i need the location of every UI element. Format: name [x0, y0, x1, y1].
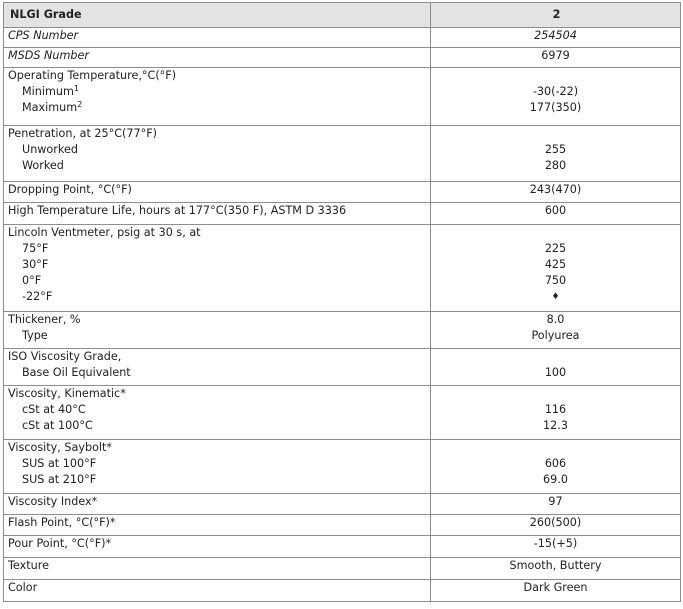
- lincoln-75f-label: 75°F: [22, 242, 49, 255]
- table-row: [4, 580, 681, 602]
- nlgi-grade-value: 2: [431, 3, 681, 28]
- worked-label: Worked: [22, 159, 64, 172]
- sus-100f-value: 606: [544, 457, 567, 470]
- table-row: [4, 386, 681, 440]
- lincoln-75f-value: 225: [544, 242, 567, 255]
- table-row: [4, 126, 681, 182]
- dropping-point-label: Dropping Point, °C(°F): [4, 182, 431, 203]
- thickener-label: Thickener, %: [8, 313, 81, 326]
- saybolt-viscosity-label: Viscosity, Saybolt*: [8, 441, 113, 454]
- lincoln-ventmeter-label: Lincoln Ventmeter, psig at 30 s, at: [8, 226, 201, 239]
- penetration-label: Penetration, at 25°C(77°F): [8, 127, 158, 140]
- kinematic-viscosity-label: Viscosity, Kinematic*: [8, 387, 126, 400]
- thickener-type-label: Type: [22, 329, 48, 342]
- lincoln-30f-label: 30°F: [22, 258, 49, 271]
- cst-40c-label: cSt at 40°C: [22, 403, 86, 416]
- cst-100c-label: cSt at 100°C: [22, 419, 93, 432]
- texture-value: Smooth, Buttery: [431, 558, 681, 580]
- minimum-label: Minimum: [22, 85, 74, 98]
- viscosity-index-value: 97: [431, 494, 681, 515]
- unworked-label: Unworked: [22, 143, 78, 156]
- operating-temperature-label: Operating Temperature,°C(°F): [8, 69, 177, 82]
- sus-210f-value: 69.0: [543, 473, 568, 486]
- table-row: [4, 28, 681, 48]
- table-row: [4, 68, 681, 126]
- table-row: [4, 494, 681, 515]
- dropping-point-value: 243(470): [431, 182, 681, 203]
- cst-40c-value: 116: [544, 403, 567, 416]
- lincoln-0f-value: 750: [544, 274, 567, 287]
- table-row: [4, 312, 681, 349]
- nlgi-grade-label: NLGI Grade: [4, 3, 431, 28]
- unworked-value: 255: [544, 143, 567, 156]
- table-row: [4, 48, 681, 68]
- worked-value: 280: [544, 159, 567, 172]
- table-row: [4, 349, 681, 386]
- maximum-label: Maximum: [22, 101, 78, 114]
- pour-point-value: -15(+5): [431, 536, 681, 558]
- high-temperature-life-label: High Temperature Life, hours at 177°C(350 F), ASTM D 3336: [4, 203, 431, 225]
- iso-viscosity-grade-label: ISO Viscosity Grade,: [8, 350, 122, 363]
- table-row: [4, 536, 681, 558]
- table-row: [4, 225, 681, 312]
- table-row: [4, 558, 681, 580]
- color-value: Dark Green: [431, 580, 681, 602]
- lincoln-minus22f-label: -22°F: [22, 290, 53, 303]
- viscosity-index-label: Viscosity Index*: [4, 494, 431, 515]
- base-oil-equivalent-label: Base Oil Equivalent: [22, 366, 131, 379]
- thickener-type-value: Polyurea: [531, 329, 580, 342]
- lincoln-minus22f-value: ♦: [551, 292, 560, 302]
- maximum-footnote: 2: [77, 100, 83, 109]
- msds-number-value: 6979: [431, 48, 681, 68]
- product-spec-table: [3, 2, 681, 602]
- header-row: [4, 3, 681, 28]
- table-row: [4, 515, 681, 536]
- table-row: [4, 440, 681, 494]
- high-temperature-life-value: 600: [431, 203, 681, 225]
- cps-number-value: 254504: [431, 28, 681, 48]
- minimum-value: -30(-22): [532, 85, 579, 98]
- table-row: [4, 203, 681, 225]
- pour-point-label: Pour Point, °C(°F)*: [4, 536, 431, 558]
- msds-number-label: MSDS Number: [4, 48, 431, 68]
- flash-point-value: 260(500): [431, 515, 681, 536]
- cps-number-label: CPS Number: [4, 28, 431, 48]
- minimum-footnote: 1: [73, 84, 79, 93]
- lincoln-30f-value: 425: [544, 258, 567, 271]
- maximum-value: 177(350): [529, 101, 582, 114]
- sus-100f-label: SUS at 100°F: [22, 457, 97, 470]
- iso-viscosity-grade-value: 100: [544, 366, 567, 379]
- texture-label: Texture: [4, 558, 431, 580]
- cst-100c-value: 12.3: [543, 419, 568, 432]
- lincoln-0f-label: 0°F: [22, 274, 42, 287]
- flash-point-label: Flash Point, °C(°F)*: [4, 515, 431, 536]
- sus-210f-label: SUS at 210°F: [22, 473, 97, 486]
- table-row: [4, 182, 681, 203]
- thickener-value: 8.0: [546, 313, 565, 326]
- color-label: Color: [4, 580, 431, 602]
